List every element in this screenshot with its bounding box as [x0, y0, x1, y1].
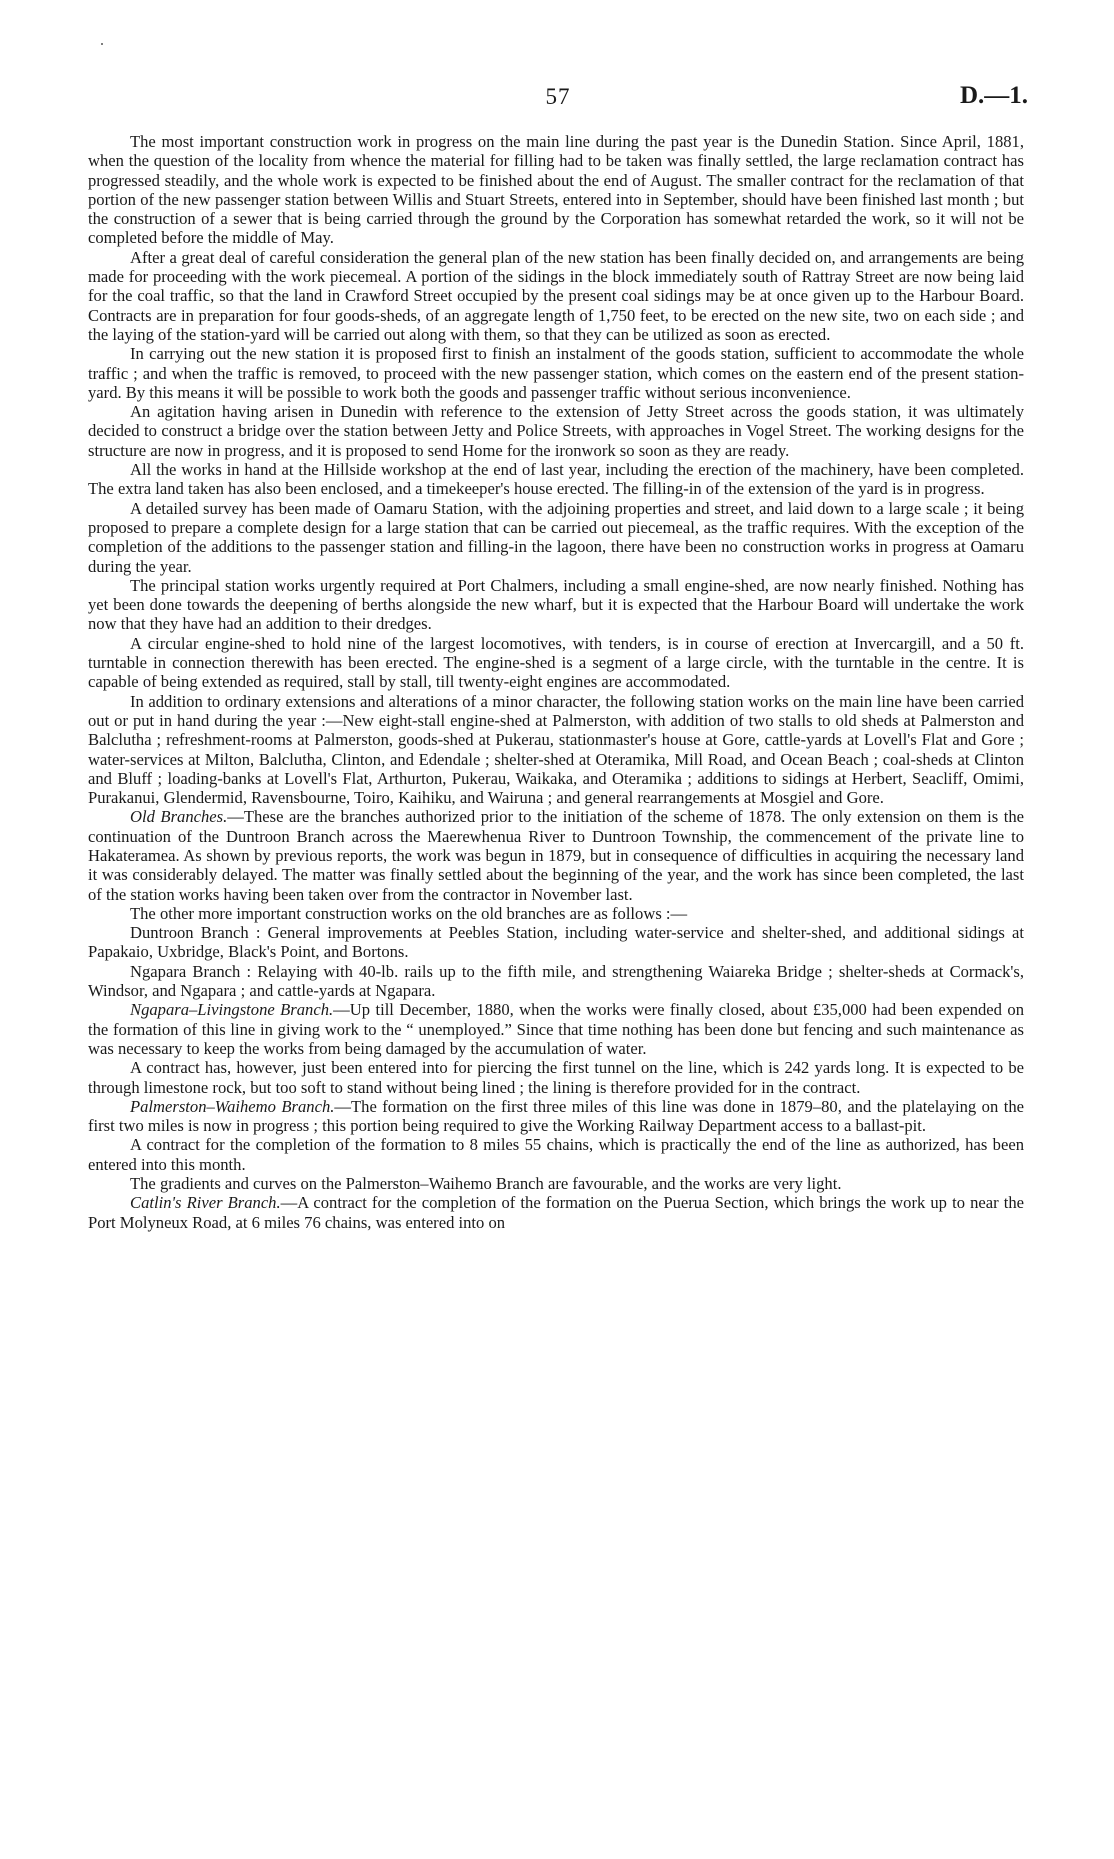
paragraph-catlins-river: Catlin's River Branch.—A contract for the completion of the formation on the Puerua Section, which brings the work up to near the Port Molyneux Road, at 6 miles 76 chains, was entered into on [88, 1193, 1025, 1232]
paragraph: After a great deal of careful consideration the general plan of the new station has been finally decided on, and arrangements are being made for proceeding with the work piecemeal. A portion of the sidings in the block immediately south of Rattray Street are now being laid for the coal traffic, so that the land in Crawford Street occupied by the present coal sidings may be at once given up to the Harbour Board. Contracts are in preparation for four goods-sheds, of an aggregate length of 1,750 feet, to be erected on the new site, two on each side ; and the laying of the station-yard will be carried out along with them, so that they can be utilized as soon as erected. [88, 247, 1024, 344]
paragraph: An agitation having arisen in Dunedin with reference to the extension of Jetty Street across the goods station, it was ultimately decided to construct a bridge over the station between Jetty and Police Streets, with approaches in Vogel Street. The working designs for the structure are now in progress, and it is proposed to send Home for the ironwork so soon as they are ready. [88, 402, 1024, 460]
paragraph-old-branches: Old Branches.—These are the branches authorized prior to the initiation of the scheme of 1878. The only extension on them is the continuation of the Duntroon Branch across the Maerewhenua River to Duntroon Township, the commencement of the private line to Hakateramea. As shown by previous reports, the work was begun in 1879, but in consequence of difficulties in acquiring the necessary land it was considerably delayed. The matter was finally settled about the beginning of the year, and the work has since been completed, the last of the station works having been taken over from the contractor in November last. [88, 807, 1024, 904]
section-heading: Catlin's River Branch. [130, 1193, 281, 1213]
paragraph: The most important construction work in progress on the main line during the past year is the Dunedin Station. Since April, 1881, when the question of the locality from whence the material for filling had to be taken was finally settled, the large reclamation contract has progressed steadily, and the whole work is expected to be finished about the end of August. The smaller contract for the reclamation of that portion of the new passenger station between Willis and Stuart Streets, entered into in September, should have been finished last month ; but the construction of a sewer that is being carried through the ground by the Corporation has somewhat retarded the work, so it will not be completed before the middle of May. [88, 132, 1024, 248]
page-header [88, 84, 1028, 120]
paragraph: The gradients and curves on the Palmerston–Waihemo Branch are favourable, and the works are very light. [130, 1174, 842, 1194]
page-number: 57 [545, 84, 571, 109]
document-reference: D.—1. [959, 82, 1028, 109]
body-text [88, 132, 1024, 1232]
section-heading: Palmerston–Waihemo Branch. [130, 1096, 335, 1116]
paragraph: A contract for the completion of the formation to 8 miles 55 chains, which is practically the end of the line as authorized, has been entered into this month. [88, 1135, 1024, 1174]
paragraph: All the works in hand at the Hillside workshop at the end of last year, including the erection of the machinery, have been completed. The extra land taken has also been enclosed, and a timekeeper's house erected. The filling-in of the extension of the yard is in progress. [88, 460, 1024, 499]
paragraph: The other more important construction works on the old branches are as follows :— [130, 903, 688, 923]
paragraph-palmerston-waihemo: Palmerston–Waihemo Branch.—The formation on the first three miles of this line was done in 1879–80, and the platelaying on the first two miles is now in progress ; this portion being required to give the Working Railway Department access to a ballast-pit. [88, 1096, 1024, 1136]
paragraph-ngapara-livingstone: Ngapara–Livingstone Branch.—Up till December, 1880, when the works were finally closed, about £35,000 had been expended on the formation of this line in giving work to the “ unemployed.” Since that time nothing has been done but fencing and such maintenance as was necessary to keep the works from being damaged by the accumulation of water. [88, 1000, 1024, 1058]
scan-speck [101, 43, 103, 45]
paragraph: A contract has, however, just been entered into for piercing the first tunnel on the line, which is 242 yards long. It is expected to be through limestone rock, but too soft to stand without being lined ; the lining is therefore provided for in the contract. [88, 1058, 1024, 1097]
section-heading: Old Branches. [130, 807, 228, 827]
section-heading: Ngapara–Livingstone Branch. [130, 1000, 334, 1020]
paragraph: The principal station works urgently required at Port Chalmers, including a small engine-shed, are now nearly finished. Nothing has yet been done towards the deepening of berths alongside the new wharf, but it is expected that the Harbour Board will undertake the work now that they have had an addition to their dredges. [88, 575, 1024, 634]
paragraph: In addition to ordinary extensions and alterations of a minor character, the following station works on the main line have been carried out or put in hand during the year :—New eight-stall engine-shed at Palmerston, with addition of two stalls to old sheds at Palmerston and Balclutha ; refreshment-rooms at Palmerston, goods-shed at Pukerau, stationmaster's house at Gore, cattle-yards at Lovell's Flat and Gore ; water-services at Milton, Balclutha, Clinton, and Edendale ; shelter-shed at Oteramika, Mill Road, and Ocean Beach ; coal-sheds at Clinton and Bluff ; loading-banks at Lovell's Flat, Arthurton, Pukerau, Waikaka, and Oteramika ; additions to sidings at Herbert, Seacliff, Omimi, Purakanui, Glendermid, Ravensbourne, Toiro, Kaihiku, and Wairuna ; and general rearrangements at Mosgiel and Gore. [88, 691, 1024, 808]
paragraph-duntroon-branch: Duntroon Branch : General improvements at Peebles Station, including water-service and shelter-shed, and additional sidings at Papakaio, Uxbridge, Black's Point, and Bortons. [88, 923, 1024, 962]
paragraph-ngapara-branch: Ngapara Branch : Relaying with 40-lb. rails up to the fifth mile, and strengthening Waiareka Bridge ; shelter-sheds at Cormack's, Windsor, and Ngapara ; and cattle-yards at Ngapara. [88, 961, 1024, 1001]
paragraph: A detailed survey has been made of Oamaru Station, with the adjoining properties and street, and laid down to a large scale ; it being proposed to prepare a complete design for a large station that can be carried out piecemeal, as the traffic requires. With the exception of the completion of the additions to the passenger station and filling-in the lagoon, there have been no construction works in progress at Oamaru during the year. [88, 498, 1024, 576]
paragraph: In carrying out the new station it is proposed first to finish an instalment of the goods station, sufficient to accommodate the whole traffic ; and when the traffic is removed, to proceed with the new passenger station, which comes on the eastern end of the present station-yard. By this means it will be possible to work both the goods and passenger traffic without serious inconvenience. [88, 344, 1024, 402]
paragraph: A circular engine-shed to hold nine of the largest locomotives, with tenders, is in course of erection at Invercargill, and a 50 ft. turntable in connection therewith has been erected. The engine-shed is a segment of a large circle, with the turntable in the centre. It is capable of being extended as required, stall by stall, till twenty-eight engines are accommodated. [88, 633, 1024, 692]
